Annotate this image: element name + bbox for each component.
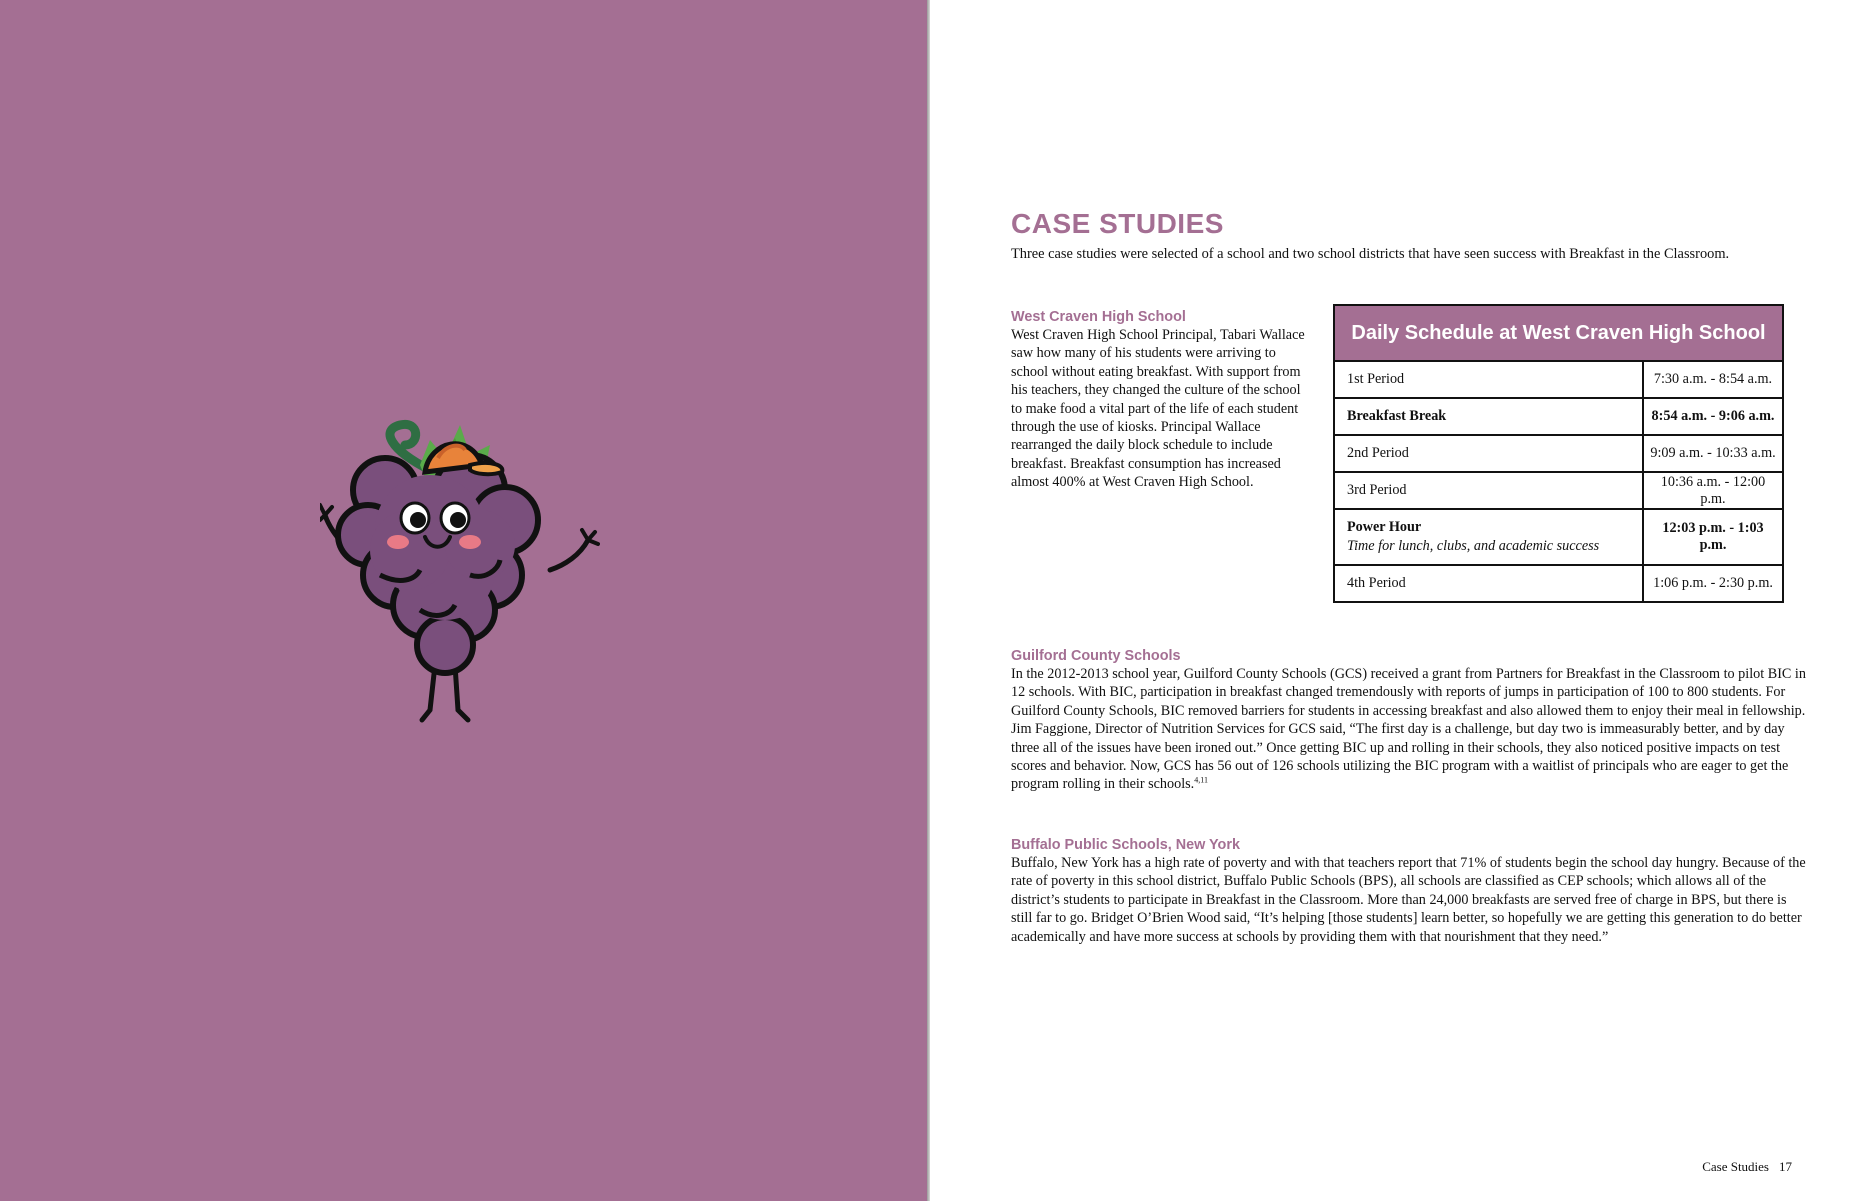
- schedule-time: 1:06 p.m. - 2:30 p.m.: [1643, 565, 1783, 602]
- table-row: [1334, 435, 1783, 472]
- section-west-craven: [1011, 308, 1311, 492]
- schedule-period: 2nd Period: [1334, 435, 1643, 472]
- schedule-time: 7:30 a.m. - 8:54 a.m.: [1643, 361, 1783, 398]
- footnote-reference: 4,11: [1194, 775, 1208, 785]
- page-number: 17: [1779, 1159, 1792, 1174]
- section-body-guilford-wrap: [1011, 665, 1811, 794]
- table-row: [1334, 361, 1783, 398]
- schedule-time: 12:03 p.m. - 1:03 p.m.: [1643, 509, 1783, 565]
- table-row: [1334, 509, 1783, 565]
- grape-mascot-icon: [320, 410, 600, 740]
- schedule-title: Daily Schedule at West Craven High School: [1333, 304, 1784, 360]
- section-guilford-county: [1011, 647, 1811, 794]
- section-buffalo-public-schools: [1011, 836, 1811, 946]
- right-page: [930, 0, 1859, 1201]
- schedule-period-cell: [1334, 509, 1643, 565]
- intro-paragraph: Three case studies were selected of a school and two school districts that have seen success with Breakfast in the Classroom.: [1011, 246, 1730, 262]
- page-footer: [1702, 1159, 1792, 1175]
- schedule-period: Power Hour: [1347, 519, 1422, 535]
- schedule-period: 3rd Period: [1334, 472, 1643, 509]
- left-panel-illustration: [0, 0, 927, 1201]
- page-title: CASE STUDIES: [1011, 208, 1224, 239]
- table-row: [1334, 565, 1783, 602]
- daily-schedule-table: [1333, 304, 1784, 603]
- table-row: [1334, 472, 1783, 509]
- table-row: [1334, 398, 1783, 435]
- schedule-period: 4th Period: [1334, 565, 1643, 602]
- schedule-period: 1st Period: [1334, 361, 1643, 398]
- section-heading-west-craven: West Craven High School: [1011, 309, 1186, 325]
- schedule-period-note: Time for lunch, clubs, and academic success: [1347, 538, 1600, 554]
- schedule-period: Breakfast Break: [1334, 398, 1643, 435]
- section-body-buffalo: Buffalo, New York has a high rate of poverty and with that teachers report that 71% of students begin the school day hungry. Because of the rate of poverty in this school district, Buffalo Public Schools (BPS), all schools are classified as CEP schools; which allows all of the district’s students to participate in Breakfast in the Classroom. More than 24,000 breakfasts are served free of charge in BPS, but there is still far to go. Bridget O’Brien Wood said, “It’s helping [those students] learn better, so hopefully we are getting this generation to do better academically and have more success at schools by providing them with that nourishment that they need.”: [1011, 855, 1806, 945]
- schedule-time: 10:36 a.m. - 12:00 p.m.: [1643, 472, 1783, 509]
- section-body-west-craven: West Craven High School Principal, Tabari Wallace saw how many of his students were arriving to school without eating breakfast. With support from his teachers, they changed the culture of the school to make food a vital part of the life of each student through the use of kiosks. Principal Wallace rearranged the daily block schedule to include breakfast. Breakfast consumption has increased almost 400% at West Craven High School.: [1011, 327, 1305, 491]
- schedule-time: 9:09 a.m. - 10:33 a.m.: [1643, 435, 1783, 472]
- schedule-time: 8:54 a.m. - 9:06 a.m.: [1643, 398, 1783, 435]
- section-heading-buffalo: Buffalo Public Schools, New York: [1011, 837, 1240, 853]
- section-body-guilford: In the 2012-2013 school year, Guilford County Schools (GCS) received a grant from Partners for Breakfast in the Classroom to pilot BIC in 12 schools. With BIC, participation in breakfast changed tremendously with reports of jumps in participation of 100 to 800 students. For Guilford County Schools, BIC removed barriers for students in accessing breakfast and also allowed them to enjoy their meal in fellowship. Jim Faggione, Director of Nutrition Services for GCS said, “The first day is a challenge, but day two is immeasurably better, and by day three all of the issues have been ironed out.” Once getting BIC up and rolling in their schools, they also noticed positive impacts on test scores and behavior. Now, GCS has 56 out of 126 schools utilizing the BIC program with a waitlist of principals who are eager to get the program rolling in their schools.: [1011, 666, 1806, 793]
- footer-section-name: Case Studies: [1702, 1159, 1769, 1174]
- section-heading-guilford: Guilford County Schools: [1011, 648, 1181, 664]
